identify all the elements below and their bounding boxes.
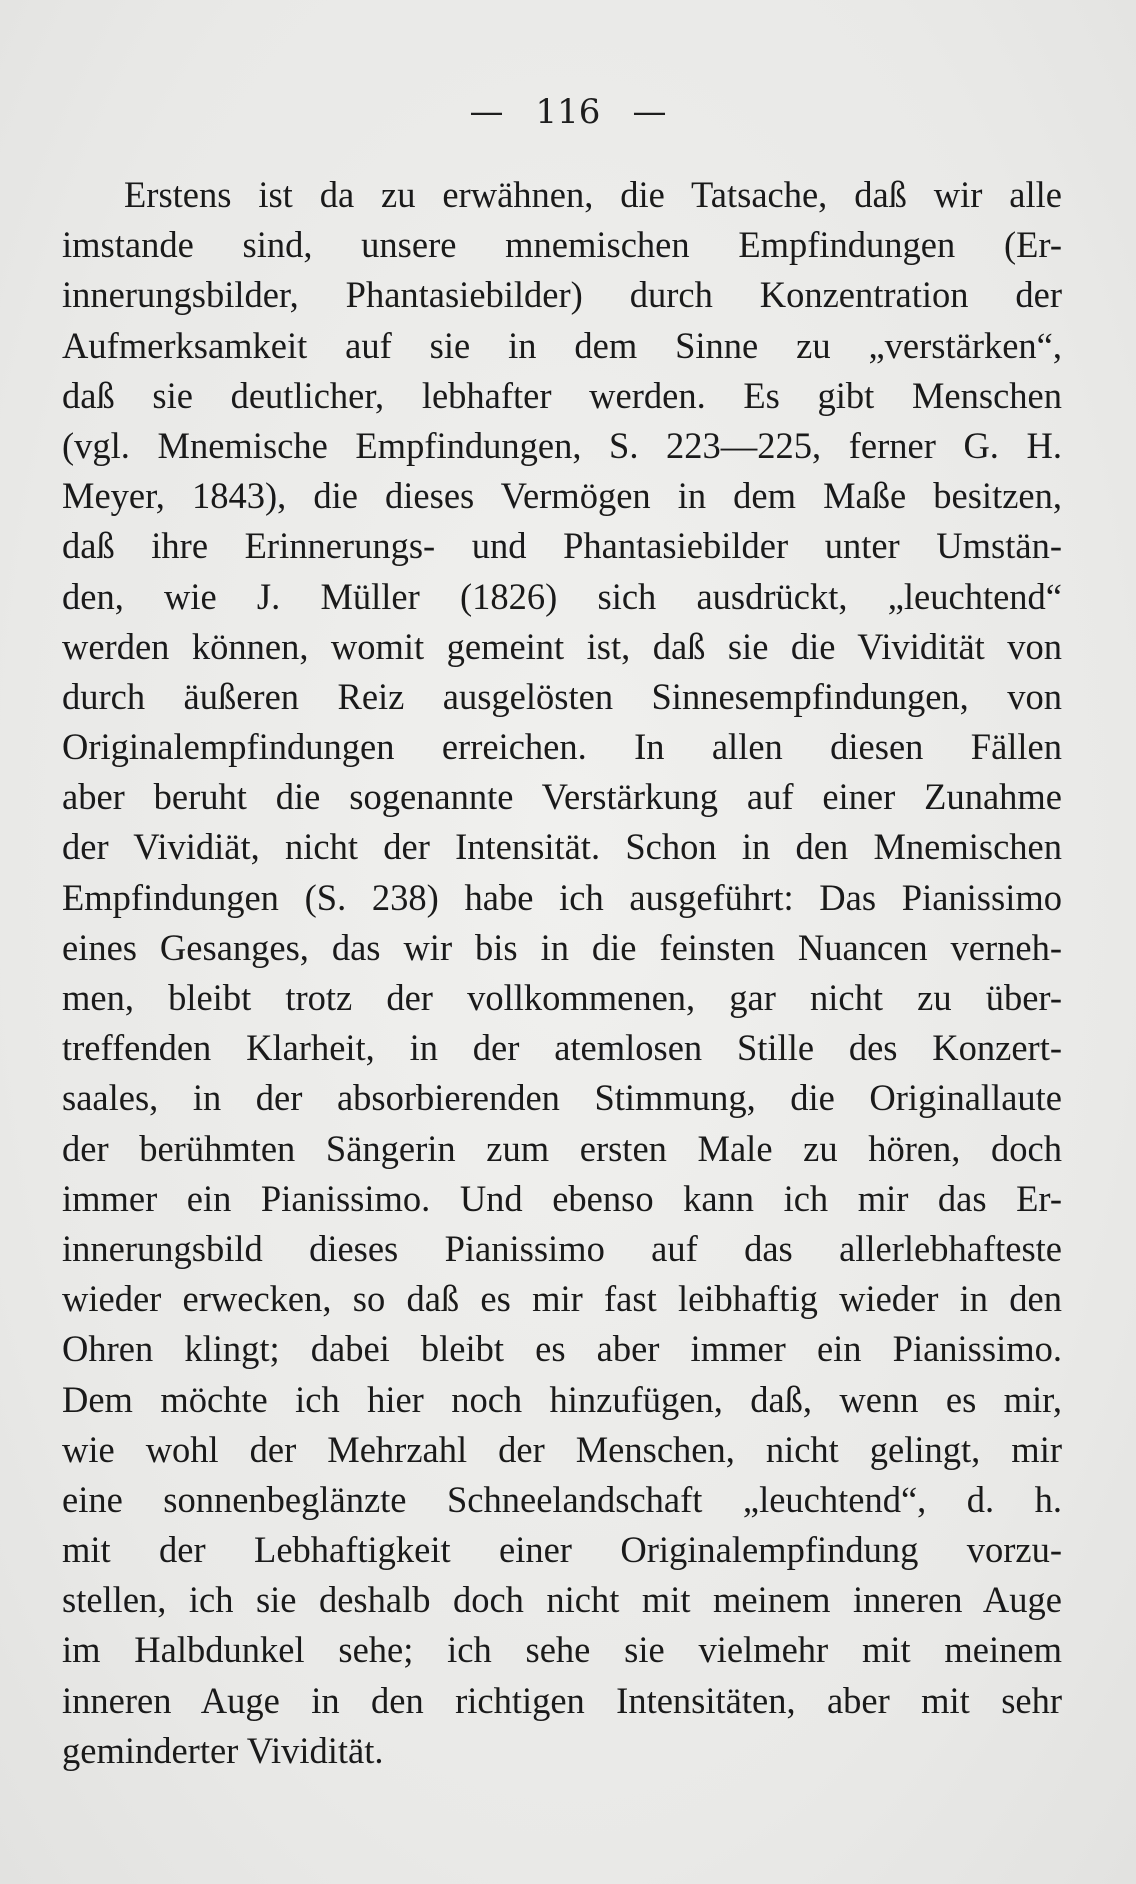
text-line: durch äußeren Reiz ausgelösten Sinnesempfindungen, von [62,675,1062,717]
text-line: innerungsbild dieses Pianissimo auf das allerlebhafteste [62,1227,1062,1269]
text-line: inneren Auge in den richtigen Intensitäten, aber mit sehr [62,1679,1062,1721]
page-number: 116 [535,92,601,132]
text-line: imstande sind, unsere mnemischen Empfindungen (Er- [62,224,1062,266]
text-line: saales, in der absorbierenden Stimmung, die Originallaute [62,1077,1062,1119]
text-line-last: geminderter Vividität. [62,1729,384,1771]
text-line: Ohren klingt; dabei bleibt es aber immer ein Pianissimo. [62,1328,1062,1370]
text-line: eines Gesanges, das wir bis in die feinsten Nuancen verneh- [62,926,1062,968]
page-header [0,92,1136,132]
text-line: der berühmten Sängerin zum ersten Male zu hören, doch [62,1127,1062,1169]
text-line: Meyer, 1843), die dieses Vermögen in dem Maße besitzen, [62,475,1062,517]
text-line: im Halbdunkel sehe; ich sehe sie vielmehr mit meinem [62,1629,1062,1671]
text-line: der Vividiät, nicht der Intensität. Schon in den Mnemischen [62,826,1062,868]
text-line: Empfindungen (S. 238) habe ich ausgeführt: Das Pianissimo [62,876,1062,918]
text-line: den, wie J. Müller (1826) sich ausdrückt, „leuchtend“ [62,575,1062,617]
text-line: immer ein Pianissimo. Und ebenso kann ich mir das Er- [62,1177,1062,1219]
text-line: treffenden Klarheit, in der atemlosen Stille des Konzert- [62,1027,1062,1069]
header-dash-right: — [632,92,667,132]
body-text [62,170,1062,1776]
header-dash-left: — [469,92,504,132]
text-line: innerungsbilder, Phantasiebilder) durch Konzentration der [62,274,1062,316]
text-line: wieder erwecken, so daß es mir fast leibhaftig wieder in den [62,1278,1062,1320]
text-line: aber beruht die sogenannte Verstärkung auf einer Zunahme [62,776,1062,818]
text-line: Originalempfindungen erreichen. In allen diesen Fällen [62,726,1062,768]
text-line: Aufmerksamkeit auf sie in dem Sinne zu „verstärken“, [62,324,1062,366]
text-line: stellen, ich sie deshalb doch nicht mit meinem inneren Auge [62,1579,1062,1621]
text-line: Erstens ist da zu erwähnen, die Tatsache, daß wir alle [124,174,1062,215]
text-line: daß sie deutlicher, lebhafter werden. Es gibt Menschen [62,374,1062,416]
text-line: mit der Lebhaftigkeit einer Originalempfindung vorzu- [62,1529,1062,1571]
text-line: men, bleibt trotz der vollkommenen, gar nicht zu über- [62,977,1062,1018]
text-line: (vgl. Mnemische Empfindungen, S. 223—225, ferner G. H. [62,424,1062,466]
text-line: Dem möchte ich hier noch hinzufügen, daß, wenn es mir, [62,1378,1062,1420]
text-line: wie wohl der Mehrzahl der Menschen, nicht gelingt, mir [62,1428,1062,1470]
text-line: werden können, womit gemeint ist, daß sie die Vividität von [62,625,1062,667]
text-line: eine sonnenbeglänzte Schneelandschaft „leuchtend“, d. h. [62,1478,1062,1520]
text-line: daß ihre Erinnerungs- und Phantasiebilder unter Umstän- [62,525,1062,567]
